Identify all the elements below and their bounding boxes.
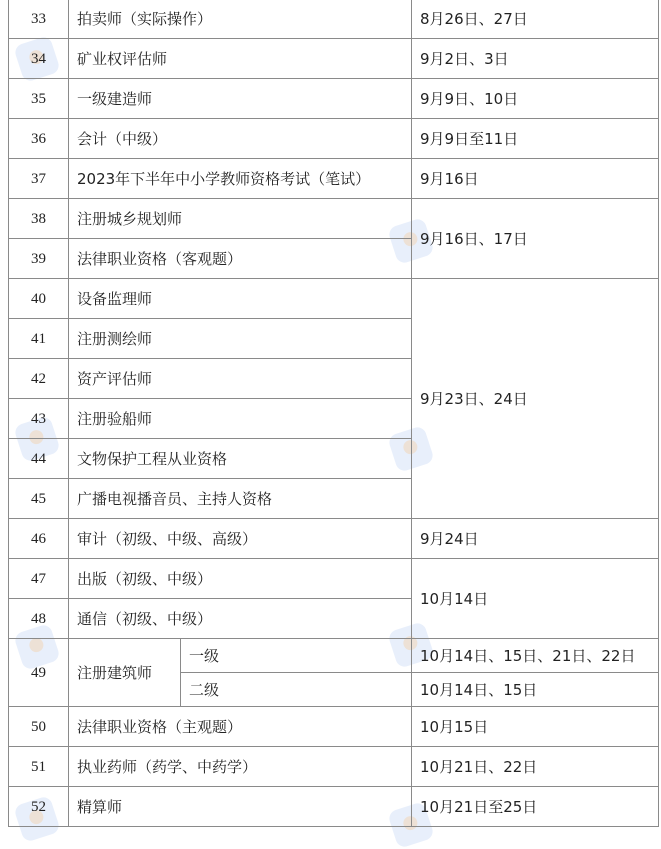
table-row: [9, 787, 659, 827]
exam-name: 2023年下半年中小学教师资格考试（笔试）: [69, 159, 412, 199]
exam-name: 执业药师（药学、中药学）: [69, 747, 412, 787]
exam-name: 矿业权评估师: [69, 39, 412, 79]
exam-date: 10月15日: [412, 707, 659, 747]
exam-date: 10月14日、15日、21日、22日: [412, 639, 659, 673]
exam-name: 法律职业资格（主观题）: [69, 707, 412, 747]
exam-date: 9月16日: [412, 159, 659, 199]
exam-date: 9月2日、3日: [412, 39, 659, 79]
exam-date: 10月14日、15日: [412, 673, 659, 707]
row-number: 46: [9, 519, 69, 559]
exam-level: 二级: [181, 673, 412, 707]
row-number: 44: [9, 439, 69, 479]
row-number: 48: [9, 599, 69, 639]
exam-date: 9月16日、17日: [412, 199, 659, 279]
exam-name: 广播电视播音员、主持人资格: [69, 479, 412, 519]
exam-date: 9月9日、10日: [412, 79, 659, 119]
table-row: [9, 119, 659, 159]
exam-name: 一级建造师: [69, 79, 412, 119]
exam-name: 出版（初级、中级）: [69, 559, 412, 599]
row-number: 38: [9, 199, 69, 239]
row-number: 52: [9, 787, 69, 827]
exam-name: 拍卖师（实际操作）: [69, 0, 412, 39]
table-row: [9, 639, 659, 673]
exam-date: 8月26日、27日: [412, 0, 659, 39]
row-number: 43: [9, 399, 69, 439]
row-number: 40: [9, 279, 69, 319]
row-number: 45: [9, 479, 69, 519]
exam-name: 资产评估师: [69, 359, 412, 399]
exam-name: 通信（初级、中级）: [69, 599, 412, 639]
table-row: [9, 79, 659, 119]
table-row: [9, 279, 659, 319]
exam-name: 注册城乡规划师: [69, 199, 412, 239]
row-number: 41: [9, 319, 69, 359]
exam-date: 9月23日、24日: [412, 279, 659, 519]
row-number: 37: [9, 159, 69, 199]
exam-level: 一级: [181, 639, 412, 673]
table-row: [9, 747, 659, 787]
row-number: 36: [9, 119, 69, 159]
exam-date: 9月9日至11日: [412, 119, 659, 159]
exam-name: 注册验船师: [69, 399, 412, 439]
exam-name: 文物保护工程从业资格: [69, 439, 412, 479]
exam-date: 10月21日、22日: [412, 747, 659, 787]
exam-date: 9月24日: [412, 519, 659, 559]
table-row: [9, 0, 659, 39]
exam-date: 10月14日: [412, 559, 659, 639]
exam-name: 法律职业资格（客观题）: [69, 239, 412, 279]
exam-date: 10月21日至25日: [412, 787, 659, 827]
table-row: [9, 519, 659, 559]
row-number: 39: [9, 239, 69, 279]
row-number: 51: [9, 747, 69, 787]
table-row: [9, 707, 659, 747]
exam-name: 注册测绘师: [69, 319, 412, 359]
table-row: [9, 559, 659, 599]
exam-name: 注册建筑师: [69, 639, 181, 707]
row-number: 42: [9, 359, 69, 399]
exam-name: 精算师: [69, 787, 412, 827]
exam-schedule-table: [8, 0, 659, 827]
row-number: 34: [9, 39, 69, 79]
table-row: [9, 39, 659, 79]
row-number: 49: [9, 639, 69, 707]
row-number: 35: [9, 79, 69, 119]
row-number: 50: [9, 707, 69, 747]
row-number: 47: [9, 559, 69, 599]
row-number: 33: [9, 0, 69, 39]
table-row: [9, 199, 659, 239]
table-row: [9, 159, 659, 199]
exam-name: 审计（初级、中级、高级）: [69, 519, 412, 559]
exam-name: 设备监理师: [69, 279, 412, 319]
exam-name: 会计（中级）: [69, 119, 412, 159]
